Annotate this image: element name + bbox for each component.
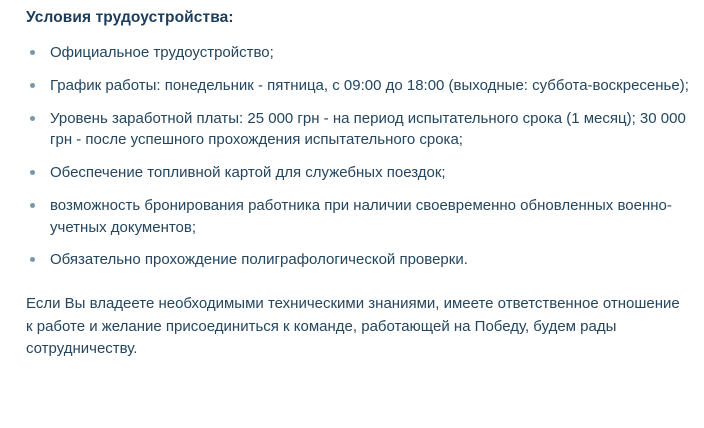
bullet-dot-icon: [30, 50, 35, 55]
list-item: [26, 108, 694, 152]
list-item: [26, 42, 694, 64]
bullet-dot-icon: [30, 203, 35, 208]
section-heading: Условия трудоустройства:: [26, 9, 234, 26]
bullet-dot-icon: [30, 170, 35, 175]
list-item-text: возможность бронирования работника при наличии своевременно обновленных военно-учетных документов;: [50, 196, 672, 236]
closing-paragraph-text: Если Вы владеете необходимыми техническими знаниями, имеете ответственное отношение к работе и желание присоединиться к команде, работающей на Победу, будем рады сотрудничеству.: [26, 295, 680, 358]
list-item-text: Обязательно прохождение полиграфологической проверки.: [50, 251, 468, 269]
list-item-text: Обеспечение топливной картой для служебных поездок;: [50, 164, 446, 182]
list-item-text: Официальное трудоустройство;: [50, 44, 274, 62]
bullet-dot-icon: [30, 116, 35, 121]
list-item-text: Уровень заработной платы: 25 000 грн - на период испытательного срока (1 месяц); 30 000 грн - после успешного прохождения испытательного срока;: [50, 109, 686, 149]
bullet-dot-icon: [30, 83, 35, 88]
list-item: [26, 162, 694, 184]
list-item: [26, 249, 694, 271]
list-item: [26, 195, 694, 239]
list-item: [26, 75, 694, 97]
closing-paragraph: [26, 293, 686, 361]
bullet-dot-icon: [30, 257, 35, 262]
conditions-list: [26, 42, 694, 271]
list-item-text: График работы: понедельник - пятница, с 09:00 до 18:00 (выходные: суббота-воскресенье);: [50, 76, 689, 94]
